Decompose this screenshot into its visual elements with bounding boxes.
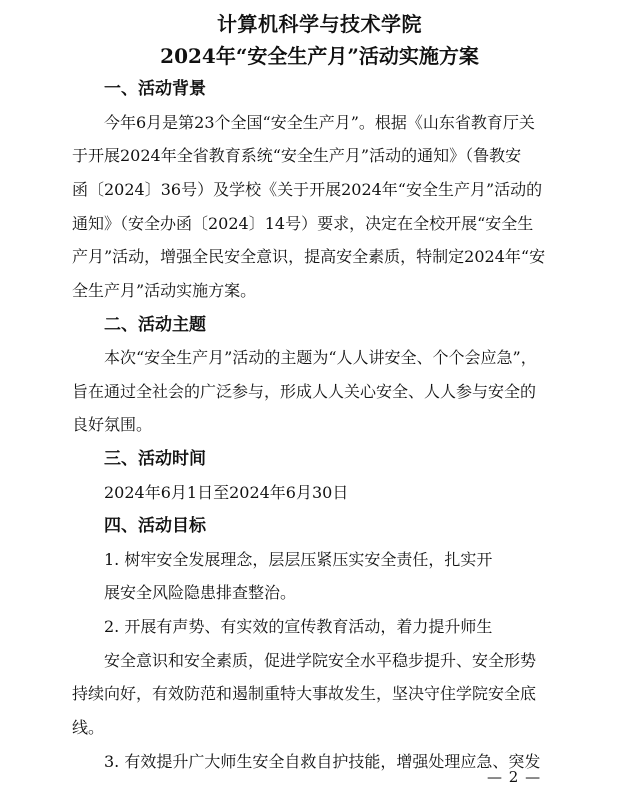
body-line: 良好氛围。 — [72, 415, 153, 434]
body-line: 3. 有效提升广大师生安全自救自护技能，增强处理应急、突发 — [104, 752, 541, 771]
body-line: 函〔2024〕36号）及学校《关于开展2024年“安全生产月”活动的 — [72, 180, 543, 199]
section-heading-goals: 四、活动目标 — [104, 516, 206, 536]
body-line: 持续向好，有效防范和遏制重特大事故发生，坚决守住学院安全底 — [72, 684, 537, 703]
body-line: 旨在通过全社会的广泛参与，形成人人关心安全、人人参与安全的 — [72, 382, 537, 401]
section-heading-time: 三、活动时间 — [104, 449, 206, 469]
document-subtitle: 2024年“安全生产月”活动实施方案 — [160, 44, 479, 68]
body-line: 于开展2024年全省教育系统“安全生产月”活动的通知》（鲁教安 — [72, 146, 522, 165]
body-line: 今年6月是第23个全国“安全生产月”。根据《山东省教育厅关 — [104, 113, 535, 132]
body-line: 本次“安全生产月”活动的主题为“人人讲安全、个个会应急”， — [104, 348, 537, 367]
body-line: 展安全风险隐患排查整治。 — [104, 583, 297, 602]
section-heading-theme: 二、活动主题 — [104, 315, 206, 335]
body-line: 线。 — [72, 718, 105, 737]
body-line: 1. 树牢安全发展理念，层层压紧压实安全责任，扎实开 — [104, 550, 493, 569]
body-line: 2024年6月1日至2024年6月30日 — [104, 483, 349, 502]
body-line: 全生产月”活动实施方案。 — [72, 281, 257, 300]
body-line: 通知》（安全办函〔2024〕14号）要求，决定在全校开展“安全生 — [72, 214, 534, 233]
body-line: 安全意识和安全素质，促进学院安全水平稳步提升、安全形势 — [104, 651, 537, 670]
document-title: 计算机科学与技术学院 — [217, 12, 422, 36]
body-line: 2. 开展有声势、有实效的宣传教育活动，着力提升师生 — [104, 617, 493, 636]
body-line: 产月”活动，增强全民安全意识，提高安全素质，特制定2024年“安 — [72, 247, 546, 266]
section-heading-background: 一、活动背景 — [104, 79, 206, 99]
page-number: — 2 — — [487, 768, 542, 786]
